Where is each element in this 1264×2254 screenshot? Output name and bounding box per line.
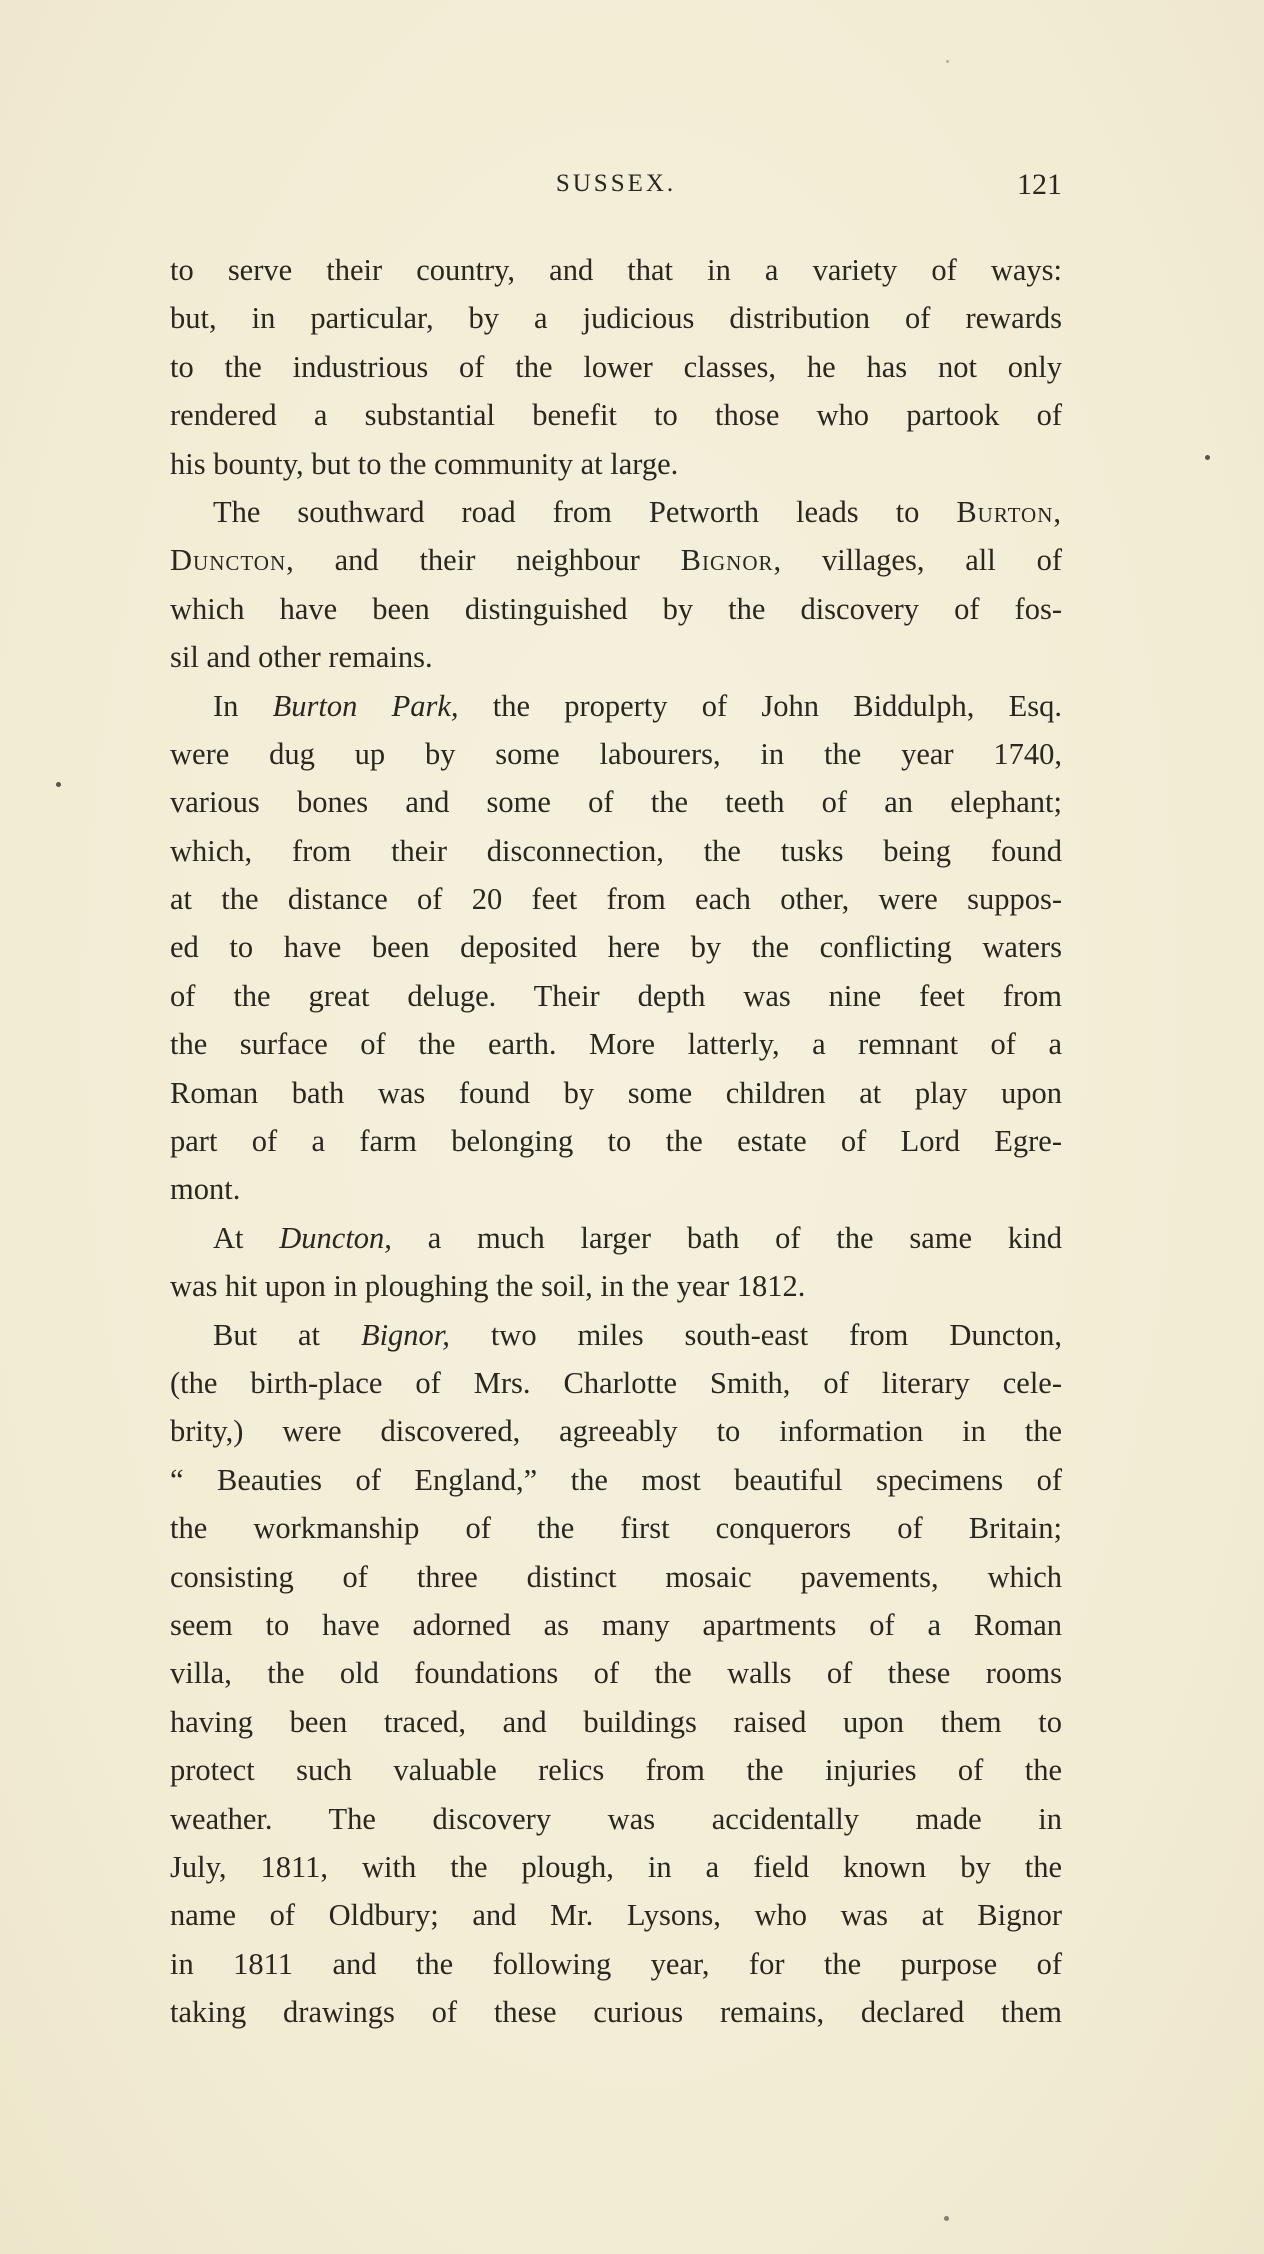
- place-name: Burton Park,: [272, 688, 459, 723]
- text-span: , villages, all of: [773, 543, 1062, 578]
- text-line: were dug up by some labourers, in the year 1740,: [170, 736, 1062, 771]
- text-line: weather. The discovery was accidentally made in: [170, 1801, 1062, 1836]
- text-line: ed to have been deposited here by the conflicting waters: [170, 930, 1062, 965]
- text-line: to the industrious of the lower classes, he has not only: [170, 349, 1062, 384]
- text-line: taking drawings of these curious remains, declared them: [170, 1995, 1062, 2030]
- text-line: to serve their country, and that in a variety of ways:: [170, 253, 1062, 287]
- place-name: Bignor,: [360, 1317, 450, 1352]
- page-number: 121: [1017, 168, 1062, 201]
- text-line: (the birth-place of Mrs. Charlotte Smith, of literary cele-: [170, 1365, 1062, 1400]
- place-name: Bignor: [680, 543, 774, 578]
- place-name: Burton,: [956, 494, 1062, 529]
- paper-speck: [946, 60, 949, 63]
- text-line: July, 1811, with the plough, in a field known by the: [170, 1849, 1062, 1884]
- text-line: brity,) were discovered, agreeably to information in the: [170, 1414, 1062, 1449]
- paper-speck: [1205, 455, 1210, 460]
- text-line: the workmanship of the first conquerors of Britain;: [170, 1511, 1062, 1546]
- text-line: rendered a substantial benefit to those who partook of: [170, 398, 1062, 433]
- text-line: [170, 682, 1062, 730]
- text-line: [170, 488, 1062, 536]
- text-line: part of a farm belonging to the estate of Lord Egre-: [170, 1124, 1062, 1159]
- text-span: , and their neighbour: [286, 543, 681, 578]
- text-line: which have been distinguished by the discovery of fos-: [170, 591, 1062, 626]
- text-line: but, in particular, by a judicious distribution of rewards: [170, 301, 1062, 336]
- text-line: mont.: [170, 1172, 241, 1207]
- text-line: [170, 1214, 1062, 1262]
- text-span: But at: [213, 1317, 361, 1352]
- text-line: of the great deluge. Their depth was nine feet from: [170, 978, 1062, 1013]
- text-line: was hit upon in ploughing the soil, in the year 1812.: [170, 1269, 806, 1304]
- text-line: “ Beauties of England,” the most beautiful specimens of: [170, 1462, 1062, 1497]
- text-line: sil and other remains.: [170, 640, 433, 675]
- text-line: [170, 536, 1062, 584]
- text-line: at the distance of 20 feet from each other, were suppos-: [170, 882, 1062, 917]
- text-line: his bounty, but to the community at large.: [170, 446, 679, 481]
- text-line: [170, 1311, 1062, 1359]
- text-span: a much larger bath of the same kind: [391, 1220, 1062, 1255]
- text-span: In: [213, 688, 273, 723]
- text-span: two miles south-east from Duncton,: [449, 1317, 1062, 1352]
- text-line: the surface of the earth. More latterly, a remnant of a: [170, 1027, 1062, 1062]
- text-line: Roman bath was found by some children at play upon: [170, 1075, 1062, 1110]
- place-name: Duncton: [170, 543, 287, 578]
- text-line: in 1811 and the following year, for the purpose of: [170, 1946, 1062, 1981]
- paper-speck: [56, 782, 61, 787]
- text-span: the property of John Biddulph, Esq.: [458, 688, 1062, 723]
- text-line: which, from their disconnection, the tusks being found: [170, 833, 1062, 868]
- place-name: Duncton,: [279, 1220, 392, 1255]
- text-line: consisting of three distinct mosaic pavements, which: [170, 1559, 1062, 1594]
- body-text: [170, 246, 1062, 2036]
- text-line: name of Oldbury; and Mr. Lysons, who was at Bignor: [170, 1898, 1062, 1933]
- text-line: protect such valuable relics from the injuries of the: [170, 1753, 1062, 1788]
- text-line: seem to have adorned as many apartments of a Roman: [170, 1607, 1062, 1642]
- paper-speck: [944, 2216, 949, 2221]
- running-head: SUSSEX.: [555, 170, 677, 197]
- text-line: having been traced, and buildings raised upon them to: [170, 1704, 1062, 1739]
- text-span: At: [213, 1220, 280, 1255]
- text-line: villa, the old foundations of the walls of these rooms: [170, 1656, 1062, 1691]
- text-line: various bones and some of the teeth of an elephant;: [170, 785, 1062, 820]
- text-span: The southward road from Petworth leads to: [213, 494, 957, 529]
- page-header: [170, 168, 1062, 208]
